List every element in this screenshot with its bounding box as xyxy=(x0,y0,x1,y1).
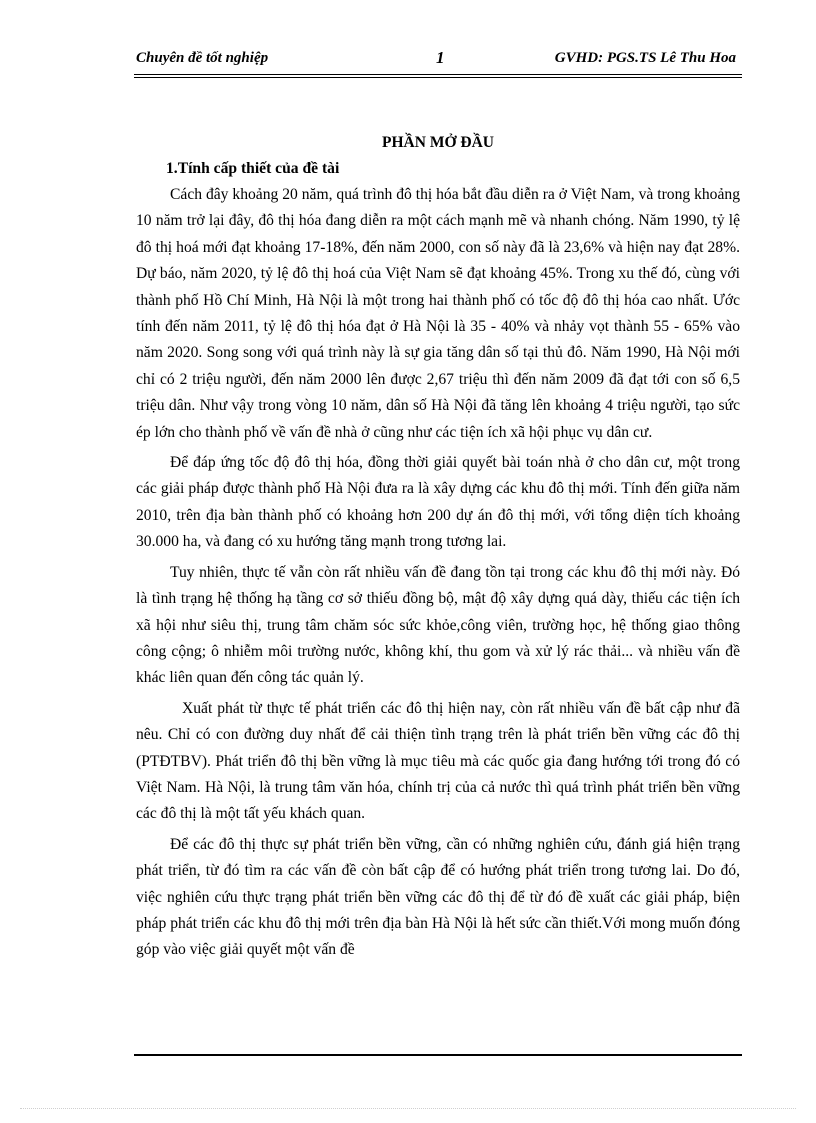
paragraph-3: Tuy nhiên, thực tế vẫn còn rất nhiều vấn đề đang tồn tại trong các khu đô thị mới này. Đó là tình trạng hệ thống hạ tầng cơ sở thiếu đồng bộ, mật độ xây dựng quá dày, thiếu các tiện ích xã hội như siêu thị, trung tâm chăm sóc sức khỏe,công viên, trường học, hệ thống giao thông công cộng; ô nhiễm môi trường nước, không khí, thu gom và xử lý rác thải... và nhiều vấn đề khác liên quan đến công tác quản lý. xyxy=(136,563,740,687)
document-body xyxy=(136,130,740,968)
header-advisor: GVHD: PGS.TS Lê Thu Hoa xyxy=(554,50,736,66)
paragraph-2: Để đáp ứng tốc độ đô thị hóa, đồng thời giải quyết bài toán nhà ở cho dân cư, một trong các giải pháp được thành phố Hà Nội đưa ra là xây dựng các khu đô thị mới. Tính đến giữa năm 2010, trên địa bàn thành phố có khoảng hơn 200 dự án đô thị mới, với tổng diện tích khoảng 30.000 ha, và đang có xu hướng tăng mạnh trong tương lai. xyxy=(136,454,740,551)
document-title: PHẦN MỞ ĐẦU xyxy=(382,134,494,151)
section-heading: 1.Tính cấp thiết của đề tài xyxy=(166,160,340,177)
paragraph-4: Xuất phát từ thực tế phát triển các đô thị hiện nay, còn rất nhiều vấn đề bất cập như đã nêu. Chỉ có con đường duy nhất để cải thiện tình trạng trên là phát triển bền vững các đô thị (PTĐTBV). Phát triển đô thị bền vững là mục tiêu mà các quốc gia đang hướng tới trong đó có Việt Nam. Hà Nội, là trung tâm văn hóa, chính trị của cả nước thì quá trình phát triển bền vững các đô thị là một tất yếu khách quan. xyxy=(136,699,740,823)
paragraph-5: Để các đô thị thực sự phát triển bền vững, cần có những nghiên cứu, đánh giá hiện trạng phát triển, từ đó tìm ra các vấn đề còn bất cập để có hướng phát triển trong tương lai. Do đó, việc nghiên cứu thực trạng phát triển bền vững các đô thị để từ đó đề xuất các giải pháp, biện pháp phát triển các khu đô thị mới trên địa bàn Hà Nội là hết sức cần thiết.Với mong muốn đóng góp vào việc giải quyết một vấn đề xyxy=(136,835,740,959)
paragraph-1: Cách đây khoảng 20 năm, quá trình đô thị hóa bắt đầu diễn ra ở Việt Nam, và trong khoảng 10 năm trở lại đây, đô thị hóa đang diễn ra một cách mạnh mẽ và nhanh chóng. Năm 1990, tỷ lệ đô thị hoá mới đạt khoảng 17-18%, đến năm 2000, con số này đã là 23,6% và hiện nay đạt 28%. Dự báo, năm 2020, tỷ lệ đô thị hoá của Việt Nam sẽ đạt khoảng 45%. Trong xu thế đó, cùng với thành phố Hồ Chí Minh, Hà Nội là một trong hai thành phố có tốc độ đô thị hóa cao nhất. Ước tính đến năm 2011, tỷ lệ đô thị hóa đạt ở Hà Nội là 35 - 40% và nhảy vọt thành 55 - 65% vào năm 2020. Song song với quá trình này là sự gia tăng dân số tại thủ đô. Năm 1990, Hà Nội mới chỉ có 2 triệu người, đến năm 2000 lên được 2,67 triệu thì đến năm 2009 đã đạt tới con số 6,5 triệu dân. Như vậy trong vòng 10 năm, dân số Hà Nội đã tăng lên khoảng 4 triệu người, tạo sức ép lớn cho thành phố về vấn đề nhà ở cũng như các tiện ích xã hội phục vụ dân cư. xyxy=(136,186,740,441)
page-number: 1 xyxy=(436,48,445,67)
page-header xyxy=(136,48,740,72)
footer-divider xyxy=(134,1054,742,1056)
header-divider xyxy=(134,74,742,78)
header-thesis-label: Chuyên đề tốt nghiệp xyxy=(136,50,269,66)
page-bottom-dotted-line xyxy=(20,1108,796,1109)
